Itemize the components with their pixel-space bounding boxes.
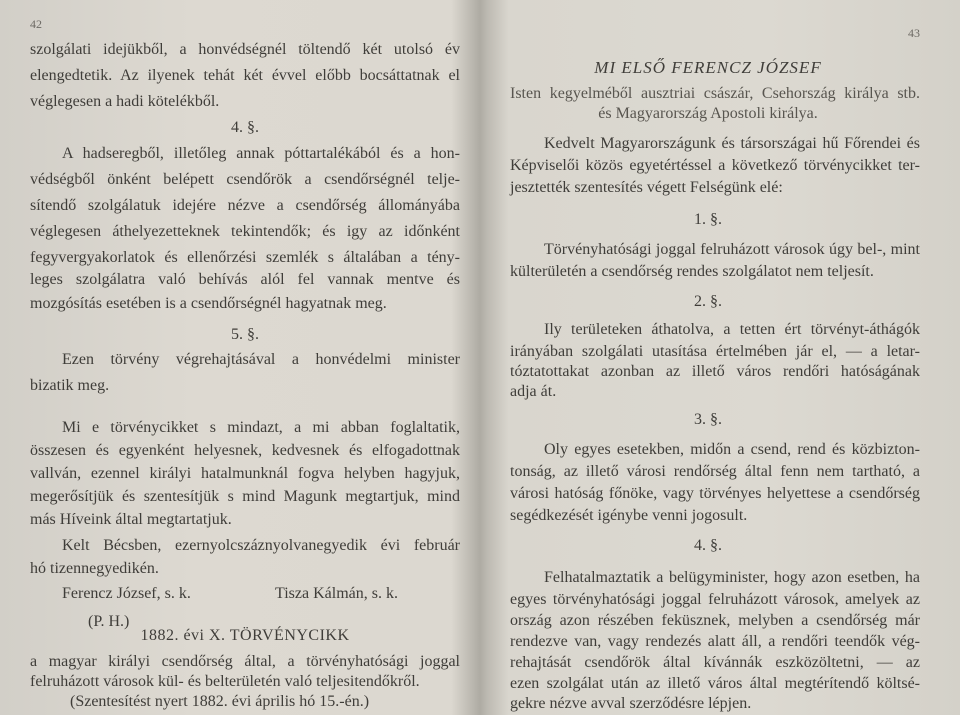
text-line: Kedvelt Magyarországunk és társországai hű Főrendei és bbox=[544, 135, 920, 152]
text-line: vallván, ezennel királyi hatalmunknál fogva helyben hagyjuk, bbox=[30, 465, 460, 482]
section-heading: 3. §. bbox=[694, 411, 722, 428]
text-line: elengedtetik. Az ilyenek tehát két évvel előbb bocsáttatnak el bbox=[30, 67, 460, 84]
text-line: ezen szolgálat után az illető város által megtérítendő költsé- bbox=[510, 675, 920, 692]
text-line: Isten kegyelméből ausztriai császár, Csehország királya stb. bbox=[510, 85, 920, 102]
text-line: bizatik meg. bbox=[30, 377, 110, 394]
section-heading: 4. §. bbox=[231, 119, 259, 136]
text-line: sítendő szolgálatuk idejére nézve a csendőrség állományába bbox=[30, 197, 460, 214]
law-subtitle: a magyar királyi csendőrség által, a törvényhatósági joggal bbox=[30, 653, 460, 670]
text-line: külterületén a csendőrség rendes szolgálatot nem teljesít. bbox=[510, 263, 874, 280]
seal-mark: (P. H.) bbox=[88, 613, 130, 630]
text-line: ország azon részében feküsznek, melyben a csendőrség már bbox=[510, 612, 920, 629]
text-line: Ily területeken áthatolva, a tetten ért törvényt-áthágók bbox=[544, 321, 920, 338]
ruler-title: MI ELSŐ FERENCZ JÓZSEF bbox=[594, 58, 822, 77]
text-line: jesztették szentesítés végett Felségünk elé: bbox=[510, 179, 783, 196]
text-line: tonság, az illető városi rendőrség által fenn nem tartható, a bbox=[510, 463, 920, 480]
text-line: mozgósítás esetében is a csendőrségnél hagyatnak meg. bbox=[30, 295, 387, 312]
text-line: irányában szolgálati utasítása értelmében jár el, — a letar- bbox=[510, 343, 920, 360]
signature-ferencz-jozsef: Ferencz József, s. k. bbox=[62, 585, 191, 602]
text-line: segédkezését igénybe venni jogosult. bbox=[510, 507, 748, 524]
text-line: városi hatóság főnöke, vagy törvényes helyettese a csendőrség bbox=[510, 485, 920, 502]
text-line: Oly egyes esetekben, midőn a csend, rend és közbizton- bbox=[544, 441, 920, 458]
page-number: 42 bbox=[30, 17, 42, 31]
text-line: leges szolgálatra való behívás alól fel vannak mentve és bbox=[30, 271, 460, 288]
text-line: szolgálati idejükből, a honvédségnél töltendő két utolsó év bbox=[30, 41, 460, 58]
text-line: hó tizennegyedikén. bbox=[30, 560, 159, 577]
text-line: más Híveink által megtartatjuk. bbox=[30, 511, 232, 528]
section-heading: 1. §. bbox=[694, 211, 722, 228]
page-number: 43 bbox=[908, 26, 920, 40]
text-line: rehajtását csendőrök által kívánnák eszközöltetni, — az bbox=[510, 654, 920, 671]
text-line: adja át. bbox=[510, 383, 557, 400]
text-line: és Magyarország Apostoli királya. bbox=[598, 105, 818, 122]
text-line: véglegesen áthelyezetteknek tekintendők; és igy az időnként bbox=[30, 223, 460, 240]
section-heading: 2. §. bbox=[694, 293, 722, 310]
law-subtitle: felruházott városok kül- és belterületén való teljesitendőkről. bbox=[30, 673, 420, 690]
text-line: Ezen törvény végrehajtásával a honvédelmi minister bbox=[62, 351, 460, 368]
text-line: rendezve van, vagy rendezés alatt áll, a rendőri teendők vég- bbox=[510, 633, 920, 650]
sanction-date: (Szentesítést nyert 1882. évi április hó 15.-én.) bbox=[70, 693, 370, 710]
signature-tisza-kalman: Tisza Kálmán, s. k. bbox=[275, 585, 398, 602]
text-line: megerősítjük és szentesítjük s mind Magunk megtartjuk, mind bbox=[30, 488, 460, 505]
text-line: A hadseregből, illetőleg annak póttartalékából és a hon- bbox=[62, 145, 460, 162]
text-line: Felhatalmaztatik a belügyminister, hogy azon esetben, ha bbox=[544, 569, 920, 586]
right-page bbox=[482, 0, 960, 715]
text-line: Kelt Bécsben, ezernyolcszáznyolvanegyedik évi február bbox=[62, 537, 460, 554]
text-line: védségből önként belépett csendőrök a csendőrségnél telje- bbox=[30, 171, 460, 188]
law-title: 1882. évi X. TÖRVÉNYCIKK bbox=[140, 627, 350, 644]
section-heading: 5. §. bbox=[231, 326, 259, 343]
text-line: véglegesen a hadi kötelékből. bbox=[30, 93, 220, 110]
section-heading: 4. §. bbox=[694, 537, 722, 554]
text-line: gekre nézve avval szerződésre lépjen. bbox=[510, 695, 752, 712]
text-line: fegyvergyakorlatok és ellenőrzési szemlék s általában a tény- bbox=[30, 249, 460, 266]
text-line: egyes törvényhatósági joggal felruházott városok, amelyek az bbox=[510, 591, 920, 608]
text-line: tóztatottakat azonban az illető város rendőri hatóságának bbox=[510, 363, 920, 380]
text-line: összesen és egyenként helyesnek, kedvesnek és elfogadottnak bbox=[30, 442, 460, 459]
left-page bbox=[0, 0, 478, 715]
text-line: Törvényhatósági joggal felruházott városok úgy bel-, mint bbox=[544, 241, 920, 258]
text-line: Képviselői közös egyetértéssel a következő törvénycikket ter- bbox=[510, 157, 920, 174]
text-line: Mi e törvénycikket s mindazt, a mi abban foglaltatik, bbox=[62, 419, 460, 436]
